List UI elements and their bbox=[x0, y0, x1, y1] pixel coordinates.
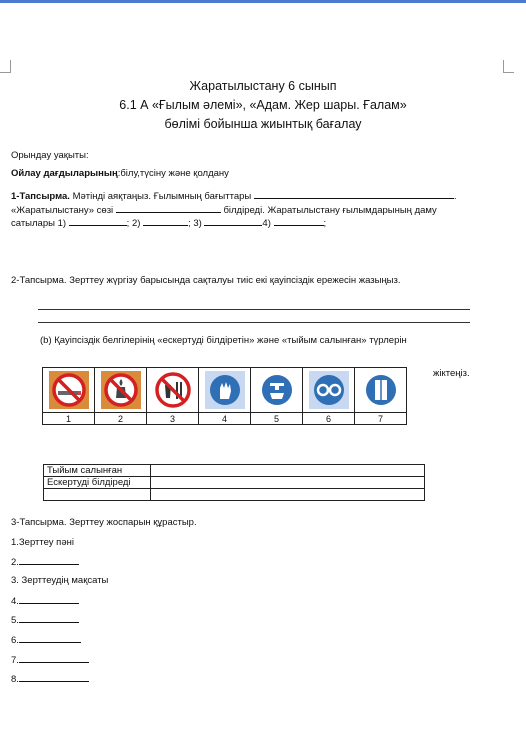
task1-line3 bbox=[11, 217, 516, 229]
skills-value: :білу,түсіну және қолдану bbox=[117, 168, 229, 179]
wear-gloves-sign-icon bbox=[205, 371, 245, 409]
classify-row-label: Тыйым салынған bbox=[44, 465, 151, 477]
task1-line2 bbox=[11, 204, 516, 216]
task3-label: 3-Тапсырма. Зерттеу жоспарын құрастыр. bbox=[11, 517, 197, 528]
plan-item: 5. bbox=[11, 614, 79, 626]
classify-answer-cell[interactable] bbox=[151, 477, 425, 489]
plan-item: 6. bbox=[11, 634, 81, 646]
classify-answer-cell[interactable] bbox=[151, 465, 425, 477]
skills-label: Ойлау дағдыларының bbox=[11, 168, 118, 179]
corner-mark-right bbox=[503, 60, 514, 73]
task1-p2: ; 2) bbox=[126, 218, 141, 229]
task2b-end: жіктеңіз. bbox=[433, 368, 470, 379]
plan-item: 7. bbox=[11, 654, 89, 666]
task1-blank-3[interactable] bbox=[69, 217, 127, 226]
plan-blank[interactable] bbox=[19, 654, 89, 663]
plan-item: 3. Зерттеудің мақсаты bbox=[11, 575, 109, 586]
skills-line bbox=[11, 168, 229, 179]
plan-blank[interactable] bbox=[19, 556, 79, 565]
plan-blank[interactable] bbox=[19, 614, 79, 623]
task1-label: 1-Тапсырма. bbox=[11, 191, 70, 202]
wear-goggles-sign-icon bbox=[309, 371, 349, 409]
sign-cell-5 bbox=[251, 368, 303, 413]
sign-number: 5 bbox=[251, 413, 303, 425]
classify-row-label: Ескертуді білдіреді bbox=[44, 477, 151, 489]
no-eating-drinking-sign-icon bbox=[153, 371, 193, 409]
task2-text: 2-Тапсырма. Зерттеу жүргізу барысында сақталуы тиіс екі қауіпсіздік ережесін жазыңыз. bbox=[11, 275, 401, 286]
task1-text4: сатылары 1) bbox=[11, 218, 67, 229]
task2b-text: (b) Қауіпсіздік белгілерінің «ескертуді білдіретін» және «тыйым салынған» түрлерін bbox=[40, 335, 407, 346]
sign-number: 6 bbox=[303, 413, 355, 425]
task1-text1: Мәтінді аяқтаңыз. Ғылымның бағыттары bbox=[72, 191, 252, 202]
wear-apron-sign-icon bbox=[361, 371, 401, 409]
plan-item: 2. bbox=[11, 556, 79, 568]
corner-mark-left bbox=[0, 60, 11, 73]
no-smoking-sign-icon bbox=[49, 371, 89, 409]
answer-line-2[interactable] bbox=[38, 322, 470, 323]
sign-cell-6 bbox=[303, 368, 355, 413]
sign-cell-3 bbox=[147, 368, 199, 413]
task1-blank-6[interactable] bbox=[274, 217, 324, 226]
classification-table bbox=[43, 464, 425, 501]
task1-blank-1[interactable] bbox=[254, 190, 454, 199]
signs-table bbox=[42, 367, 407, 425]
sign-number: 4 bbox=[199, 413, 251, 425]
page-subtitle: 6.1 А «Ғылым әлемі», «Адам. Жер шары. Ғалам» bbox=[119, 98, 407, 112]
sign-cell-1 bbox=[43, 368, 95, 413]
plan-item: 1.Зерттеу пәні bbox=[11, 537, 74, 548]
classify-empty-cell[interactable] bbox=[44, 489, 151, 501]
sign-cell-2 bbox=[95, 368, 147, 413]
task1-blank-2[interactable] bbox=[116, 204, 221, 213]
time-label: Орындау уақыты: bbox=[11, 150, 89, 161]
plan-item: 8. bbox=[11, 673, 89, 685]
task1-p3: ; 3) bbox=[188, 218, 202, 229]
page-subtitle-2: бөлімі бойынша жиынтық бағалау bbox=[164, 117, 362, 131]
task1-text3: білдіреді. Жаратылыстану ғылымдарының даму bbox=[223, 205, 437, 216]
task1-line1: 1-Тапсырма. Мәтінді аяқтаңыз. Ғылымның бағыттары . bbox=[11, 191, 457, 202]
top-accent-bar bbox=[0, 0, 526, 3]
classify-answer-cell[interactable] bbox=[151, 489, 425, 501]
page-title: Жаратылыстану 6 сынып bbox=[189, 79, 337, 93]
sign-number: 3 bbox=[147, 413, 199, 425]
no-fire-sign-icon bbox=[101, 371, 141, 409]
sign-cell-7 bbox=[355, 368, 407, 413]
answer-line-1[interactable] bbox=[38, 309, 470, 310]
plan-blank[interactable] bbox=[19, 634, 81, 643]
sign-cell-4 bbox=[199, 368, 251, 413]
plan-item: 4. bbox=[11, 595, 79, 607]
task1-blank-4[interactable] bbox=[143, 217, 188, 226]
wash-hands-sign-icon bbox=[257, 371, 297, 409]
sign-number: 7 bbox=[355, 413, 407, 425]
sign-number: 2 bbox=[95, 413, 147, 425]
plan-blank[interactable] bbox=[19, 673, 89, 682]
task1-text2: «Жаратылыстану» сөзі bbox=[11, 205, 114, 216]
task1-p4: 4) bbox=[262, 218, 271, 229]
task1-end: ; bbox=[323, 218, 327, 229]
sign-number: 1 bbox=[43, 413, 95, 425]
plan-blank[interactable] bbox=[19, 595, 79, 604]
task1-blank-5[interactable] bbox=[204, 217, 262, 226]
